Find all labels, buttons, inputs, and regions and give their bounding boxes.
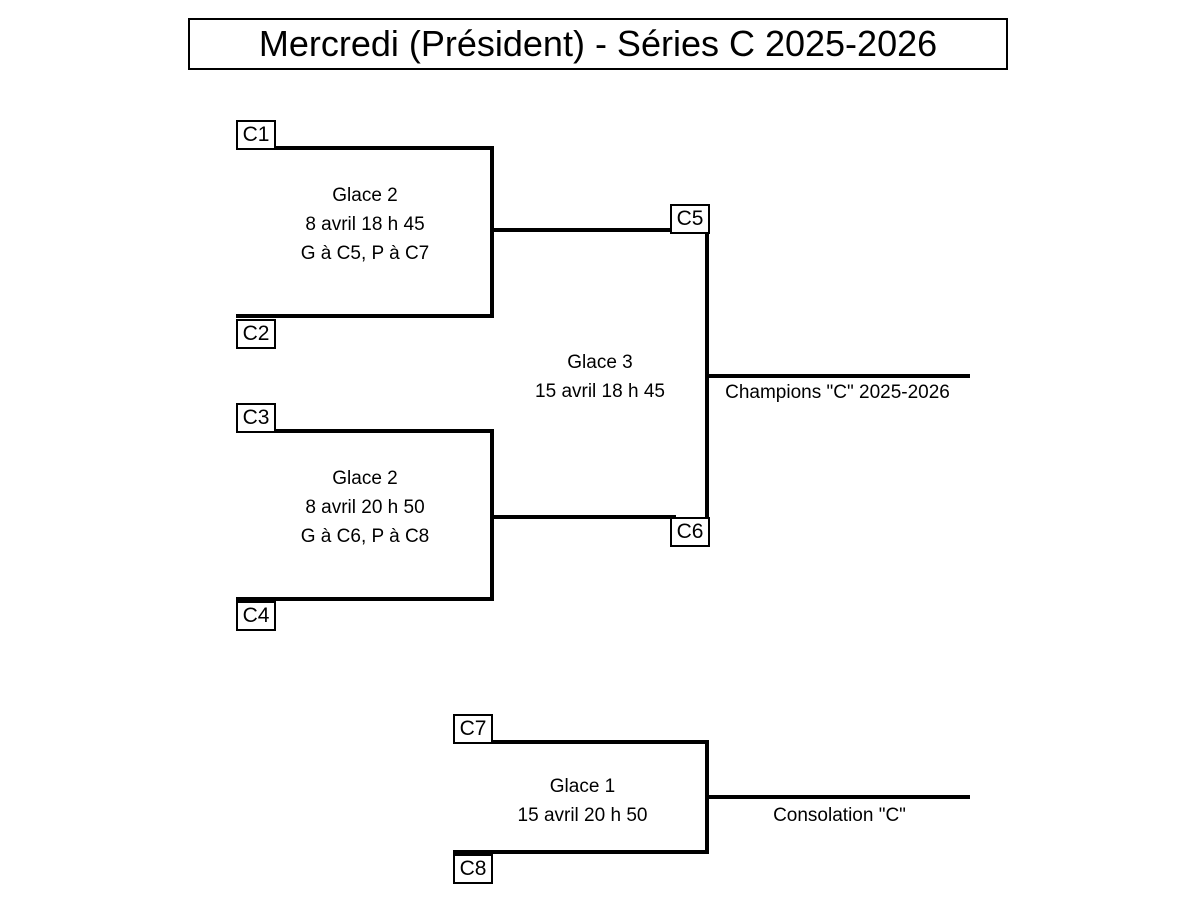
semi-bottom-datetime: 8 avril 20 h 50 bbox=[305, 497, 425, 518]
seed-c5: C5 bbox=[670, 204, 710, 234]
semi-top-ice: Glace 2 bbox=[332, 185, 398, 206]
seed-c3: C3 bbox=[236, 403, 276, 433]
game-info-consolation bbox=[465, 772, 700, 830]
consolation-datetime: 15 avril 20 h 50 bbox=[517, 805, 648, 826]
page-title-box bbox=[188, 18, 1008, 70]
seed-c6: C6 bbox=[670, 517, 710, 547]
line-semi-top-vertical bbox=[490, 146, 494, 318]
final-ice: Glace 3 bbox=[567, 352, 633, 373]
line-final-to-champion bbox=[705, 374, 970, 378]
page-title: Mercredi (Président) - Séries C 2025-2026 bbox=[258, 23, 938, 64]
final-datetime: 15 avril 18 h 45 bbox=[535, 381, 665, 402]
line-semi-bottom-to-c6 bbox=[490, 515, 676, 519]
semi-top-advance: G à C5, P à C7 bbox=[300, 243, 430, 264]
seed-c2: C2 bbox=[236, 319, 276, 349]
seed-c1: C1 bbox=[236, 120, 276, 150]
seed-c7: C7 bbox=[453, 714, 493, 744]
game-info-semi-bottom bbox=[245, 464, 485, 551]
outcome-consolation: Consolation "C" bbox=[773, 805, 906, 826]
outcome-champions: Champions "C" 2025-2026 bbox=[725, 382, 950, 403]
game-info-semi-top bbox=[245, 181, 485, 268]
semi-top-datetime: 8 avril 18 h 45 bbox=[305, 214, 425, 235]
semi-bottom-advance: G à C6, P à C8 bbox=[300, 526, 430, 547]
line-c2-horizontal bbox=[236, 314, 494, 318]
semi-bottom-ice: Glace 2 bbox=[332, 468, 398, 489]
game-info-final bbox=[480, 348, 720, 406]
consolation-ice: Glace 1 bbox=[549, 776, 616, 797]
line-semi-top-to-c5 bbox=[490, 228, 676, 232]
seed-c4: C4 bbox=[236, 601, 276, 631]
line-consolation-to-winner bbox=[705, 795, 970, 799]
seed-c8: C8 bbox=[453, 854, 493, 884]
